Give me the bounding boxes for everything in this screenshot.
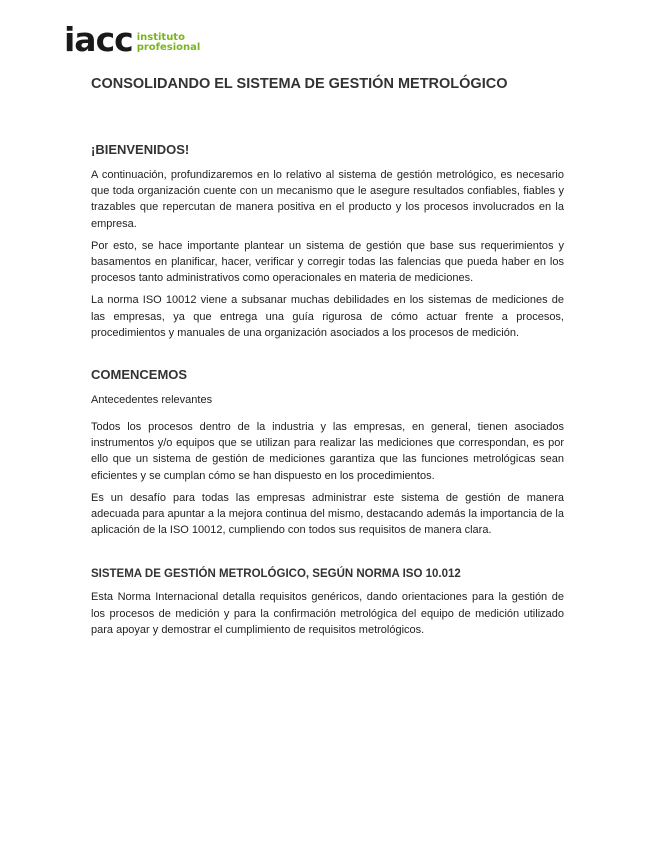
paragraph: A continuación, profundizaremos en lo relativo al sistema de gestión metrológico, es necesario que toda organización cuente con un mecanismo que le asegure resultados confiables, fiables y trazables que repercutan de manera positiva en el producto y los procesos involucrados en la empresa. [91,169,564,230]
paragraph: Por esto, se hace importante plantear un sistema de gestión que base sus requerimientos y basamentos en planificar, hacer, verificar y corregir todas las falencias que pueda haber en los procesos tanto administrativos como operacionales en materia de mediciones. [91,239,564,285]
section-subtitle: Antecedentes relevantes [91,394,213,407]
section-bienvenidos [91,142,564,341]
logo-tagline [137,33,201,53]
document-title: CONSOLIDANDO EL SISTEMA DE GESTIÓN METROLÓGICO [91,76,508,92]
section-sistema-gestion [91,568,564,638]
section-heading: ¡BIENVENIDOS! [91,142,190,157]
section-comencemos [91,367,564,538]
paragraph: Es un desafío para todas las empresas administrar este sistema de gestión de manera adecuada para apuntar a la mejora continua del mismo, destacando además la importancia de la aplicación de la ISO 10012, cumpliendo con todos sus requisitos de manera clara. [91,491,564,537]
section-heading: COMENCEMOS [91,367,188,383]
paragraph: Esta Norma Internacional detalla requisitos genéricos, dando orientaciones para la gestión de los procesos de medición y para la confirmación metrológica del equipo de medición utilizado para apoyar y demostrar el cumplimiento de requisitos metrológicos. [91,591,564,636]
iacc-logo [64,20,201,59]
paragraph: Todos los procesos dentro de la industria y las empresas, en general, tienen asociados instrumentos y/o equipos que se utilizan para realizar las mediciones que correspondan, es por ello que un sistema de gestión de mediciones garantiza que las funciones metrológicas sean eficientes y se cumplan cómo se han dispuesto en los procedimientos. [91,421,564,482]
logo-tagline-line1: instituto [136,32,185,43]
logo-tagline-line2: profesional [136,42,201,53]
section-heading: SISTEMA DE GESTIÓN METROLÓGICO, SEGÚN NORMA ISO 10.012 [91,568,461,581]
document-body [91,76,564,664]
paragraph: La norma ISO 10012 viene a subsanar muchas debilidades en los sistemas de mediciones de las empresas, ya que entrega una guía rigurosa de cómo actuar frente a procesos, procedimientos y manuales de una organización asociados a los procesos de medición. [91,294,564,339]
logo-wordmark: iacc [64,20,133,59]
